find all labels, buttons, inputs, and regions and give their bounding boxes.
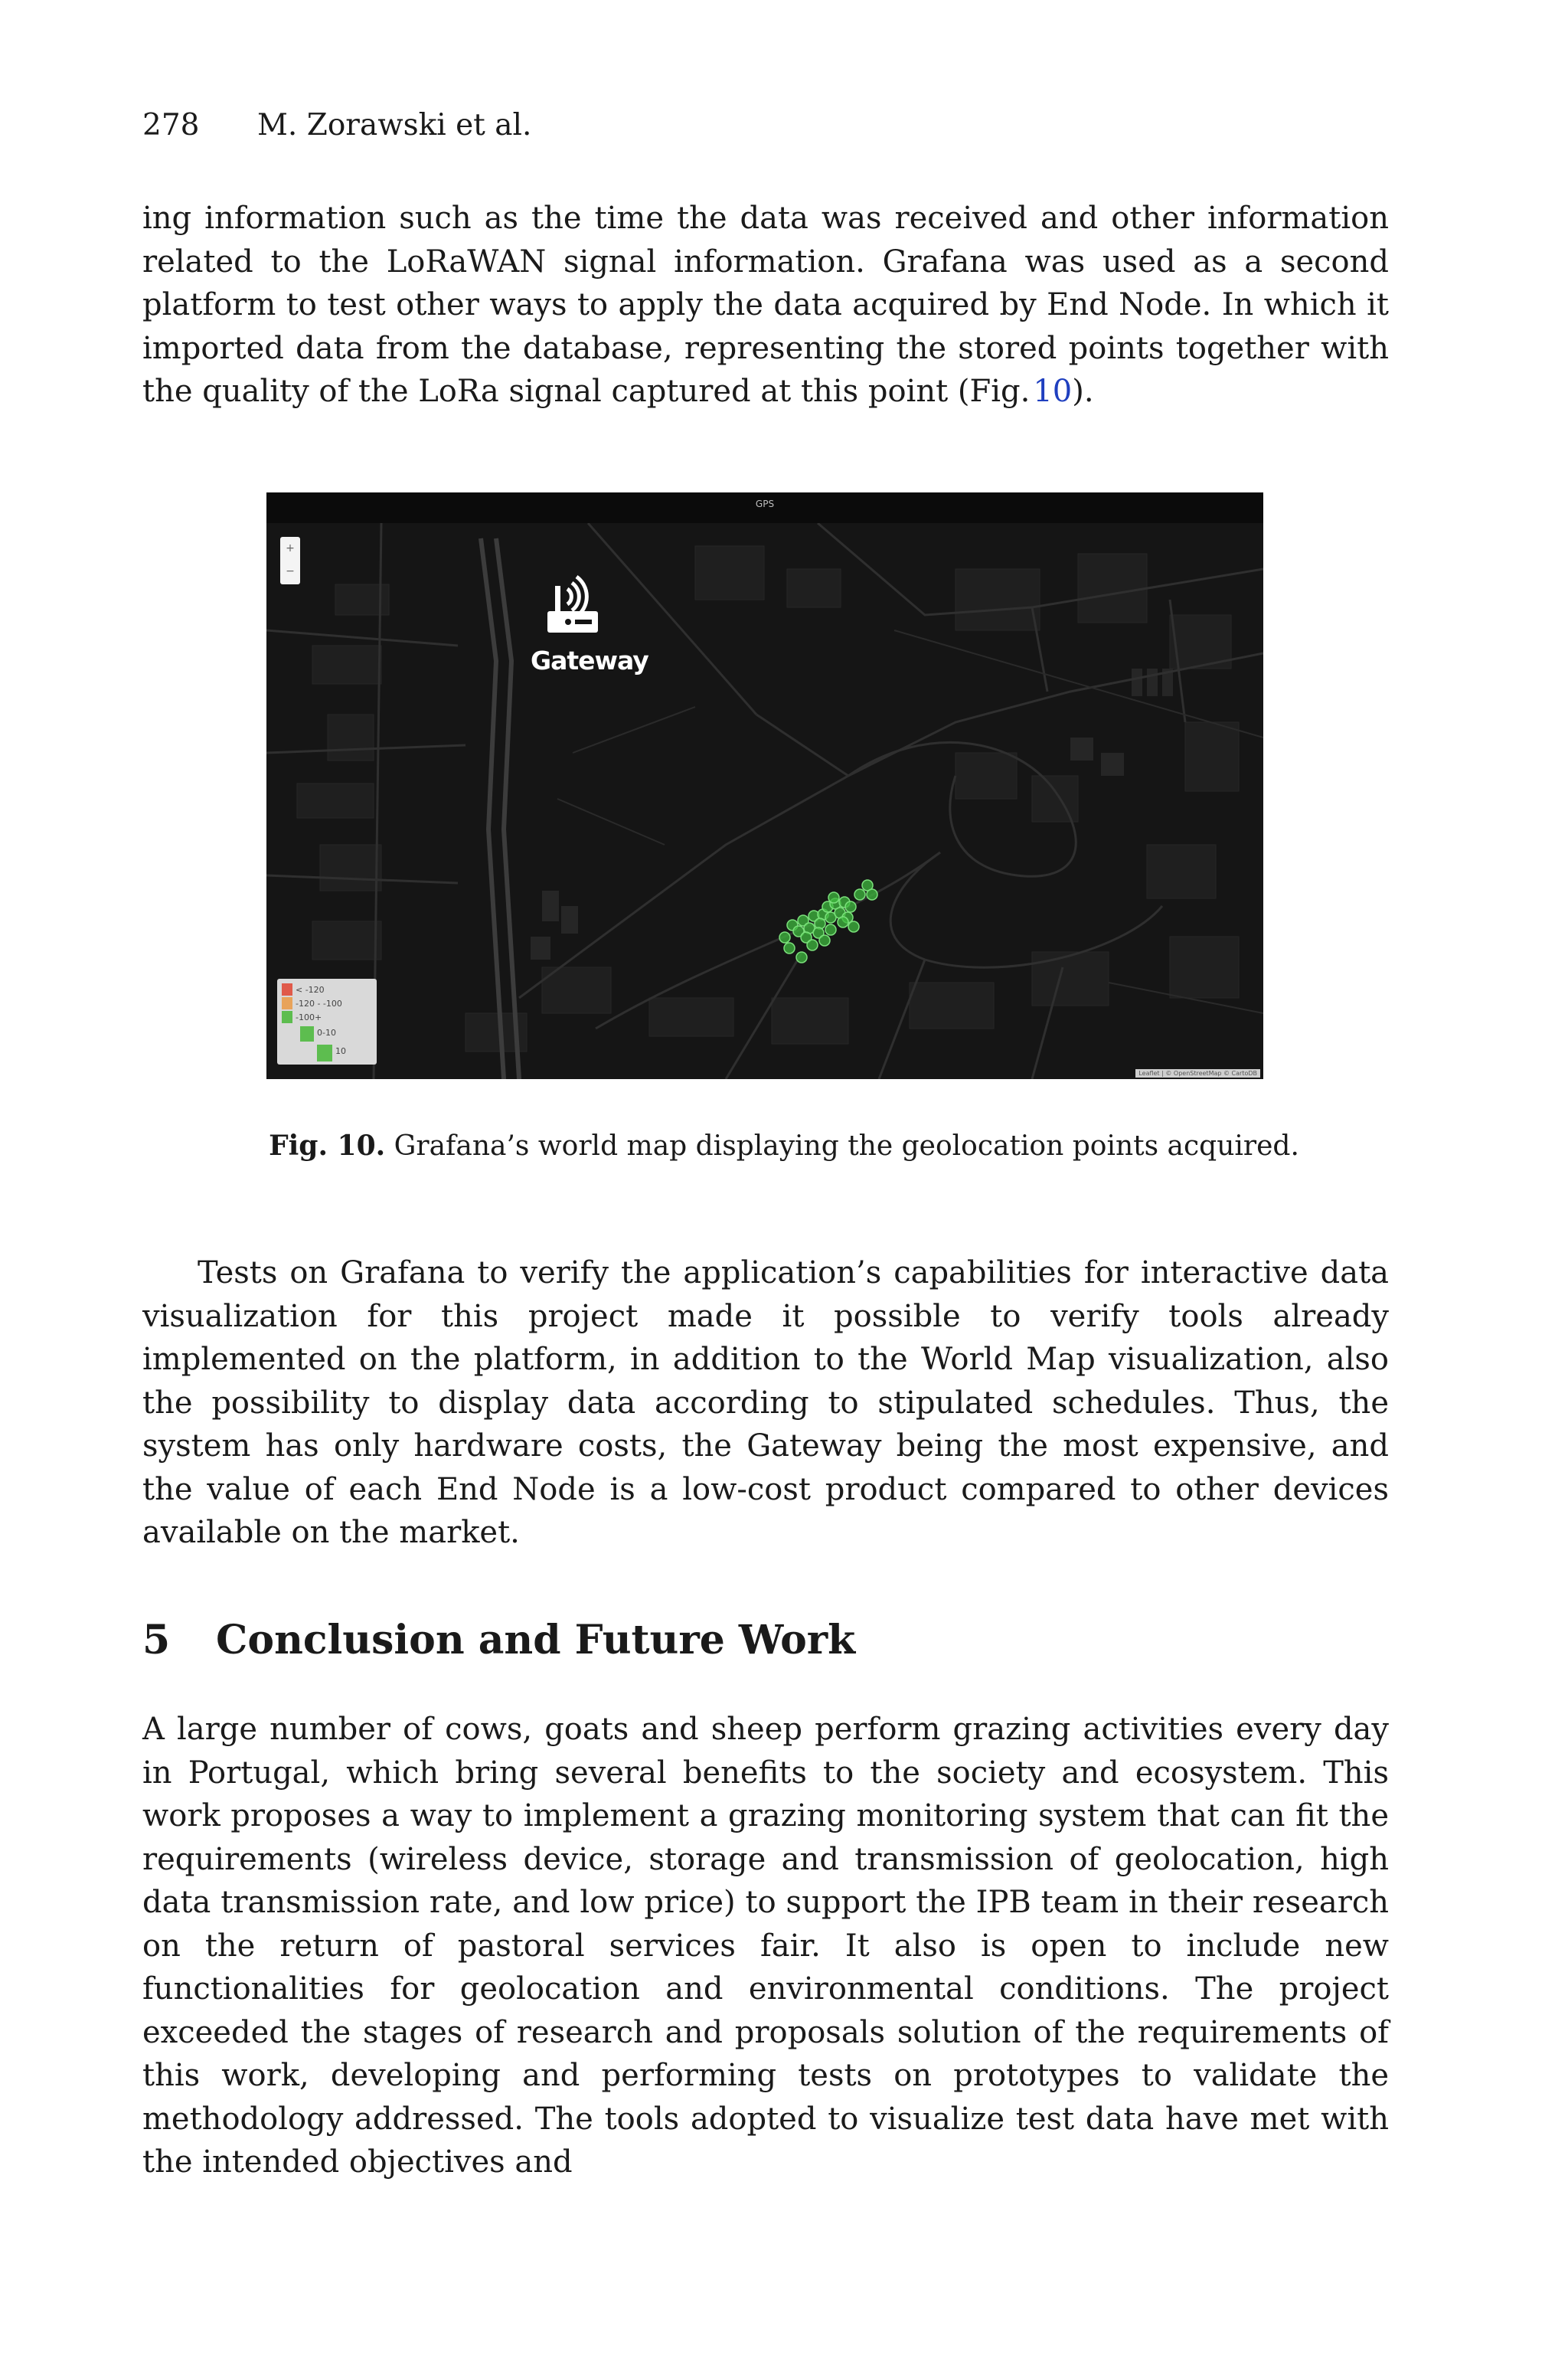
panel-title: GPS bbox=[755, 499, 775, 509]
gateway-label: Gateway bbox=[531, 646, 648, 675]
paragraph-intro-end: ). bbox=[1072, 374, 1094, 409]
caption-label: Fig. 10. bbox=[269, 1130, 386, 1162]
legend-swatch bbox=[282, 1011, 292, 1023]
geolocation-point[interactable] bbox=[784, 943, 795, 953]
paragraph-conclusion: A large number of cows, goats and sheep perform grazing activities every day in Portugal, which bring several benefits to the society and ecosystem. This work proposes a way to implement a grazing monitoring system that can fit the requirements (wireless device, storage and transmission of geolocation, high data transmission rate, and low price) to support the IPB team in their research on the return of pastoral services fair. It also is open to include new functionalities for geolocation and environmental conditions. The project exceeded the stages of research and proposals solution of the requirements of this work, developing and performing tests on prototypes to validate the methodology addressed. The tools adopted to visualize test data have met with the intended objectives and bbox=[142, 1712, 1389, 2180]
legend-label: -120 - -100 bbox=[296, 999, 342, 1009]
legend-swatch bbox=[300, 1026, 314, 1042]
geolocation-point[interactable] bbox=[845, 901, 856, 912]
legend-label: 10 bbox=[335, 1046, 346, 1056]
paragraph-intro-text: ing information such as the time the data was received and other information related to the LoRaWAN signal information. Grafana was used as a second platform to test other ways to apply the data acquired by End Node. In which it imported data from the database, representing the stored points together with the quality of the LoRa signal captured at this point (Fig. bbox=[142, 201, 1389, 409]
section-number: 5 bbox=[142, 1617, 171, 1663]
legend-label: < -120 bbox=[296, 985, 325, 995]
geolocation-point[interactable] bbox=[779, 932, 790, 943]
geolocation-point[interactable] bbox=[854, 889, 865, 900]
paragraph-intro bbox=[142, 197, 1389, 414]
geolocation-point[interactable] bbox=[848, 921, 859, 932]
legend-swatch bbox=[282, 997, 292, 1009]
grafana-worldmap-figure bbox=[266, 492, 1263, 1079]
zoom-in-button[interactable]: + bbox=[286, 542, 295, 554]
section-heading bbox=[142, 1616, 855, 1665]
geolocation-point[interactable] bbox=[825, 924, 836, 935]
legend-label: 0-10 bbox=[317, 1028, 336, 1038]
geolocation-point[interactable] bbox=[819, 935, 830, 946]
geolocation-point[interactable] bbox=[796, 952, 807, 963]
figure-caption bbox=[0, 1127, 1568, 1165]
figure-reference-link[interactable]: 10 bbox=[1033, 374, 1073, 409]
geolocation-points-layer bbox=[266, 492, 1263, 1079]
geolocation-point[interactable] bbox=[807, 940, 818, 950]
paragraph-grafana-tests: Tests on Grafana to verify the application’s capabilities for interactive data visualization for this project made it possible to verify tools already implemented on the platform, in addition to the World Map visualization, also the possibility to display data according to stipulated schedules. Thus, the system has only hardware costs, the Gateway being the most expensive, and the value of each End Node is a low-cost product compared to other devices available on the market. bbox=[142, 1255, 1389, 1550]
signal-legend bbox=[277, 979, 377, 1065]
running-header bbox=[142, 107, 531, 144]
geolocation-point[interactable] bbox=[867, 889, 877, 900]
geolocation-point[interactable] bbox=[828, 892, 839, 903]
legend-label: -100+ bbox=[296, 1012, 322, 1022]
geolocation-point[interactable] bbox=[838, 917, 848, 927]
section-title: Conclusion and Future Work bbox=[216, 1617, 856, 1663]
map-attribution[interactable]: Leaflet | © OpenStreetMap © CartoDB bbox=[1135, 1069, 1260, 1078]
legend-swatch bbox=[317, 1045, 332, 1061]
running-authors: M. Zorawski et al. bbox=[257, 108, 532, 142]
legend-swatch bbox=[282, 983, 292, 996]
zoom-out-button[interactable]: − bbox=[286, 565, 295, 577]
page-number: 278 bbox=[142, 108, 200, 142]
caption-text: Grafana’s world map displaying the geolocation points acquired. bbox=[394, 1130, 1299, 1162]
